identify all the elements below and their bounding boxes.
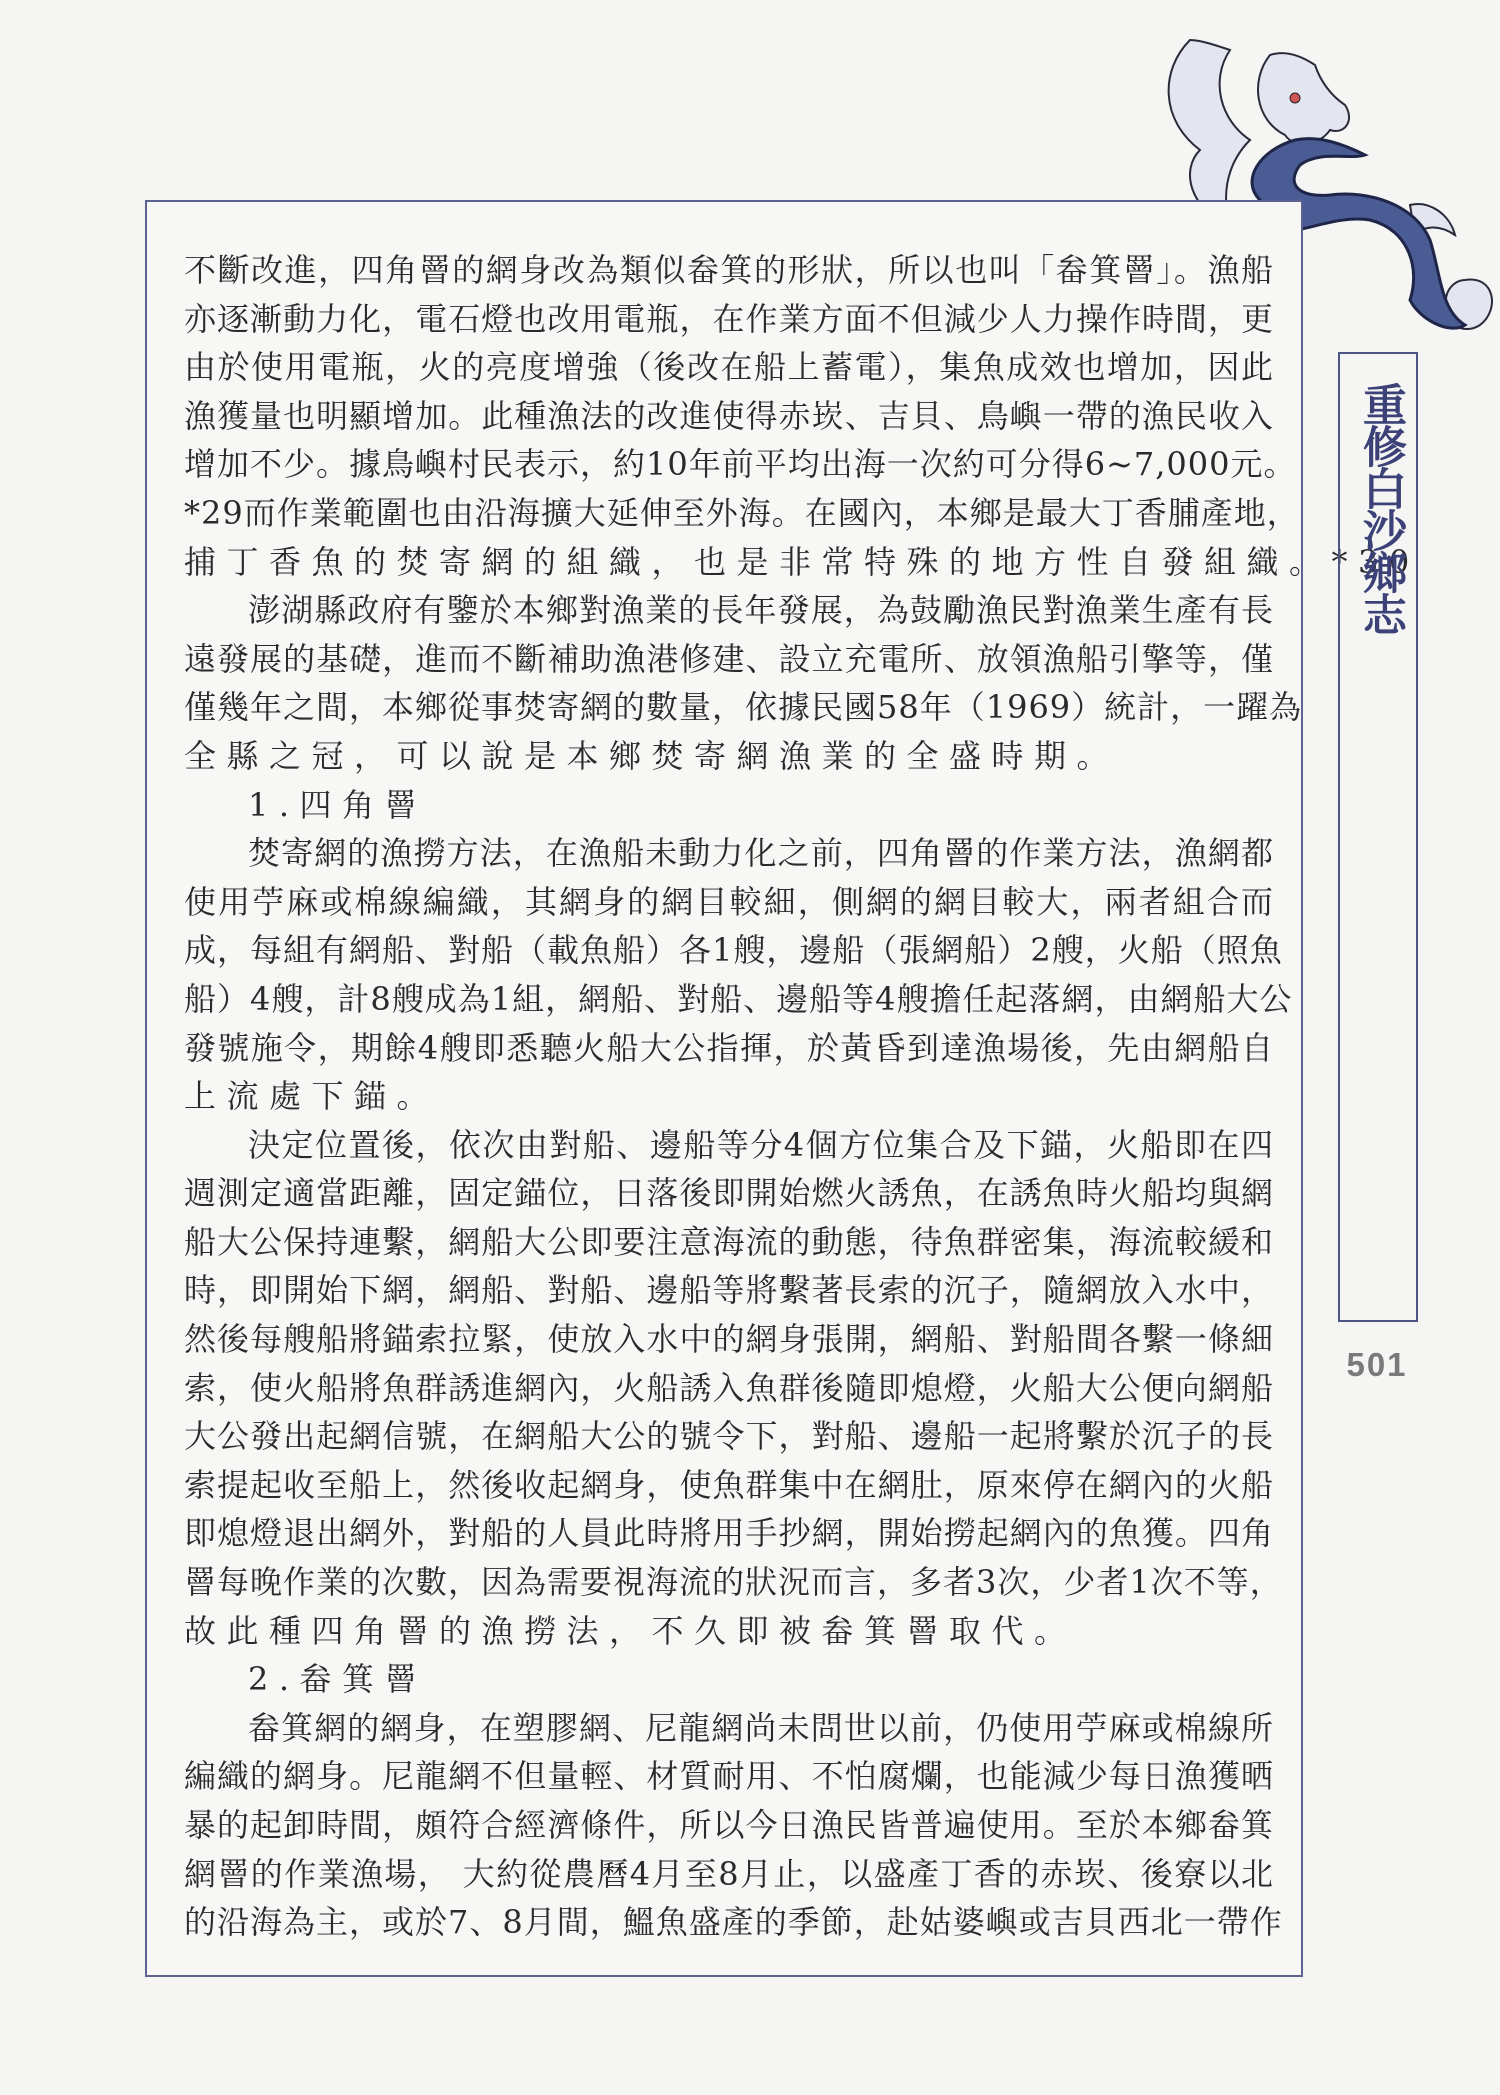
text-line: 捕丁香魚的焚寄網的組織，也是非常特殊的地方性自發組織。*30: [184, 542, 1420, 581]
text-line: 僅幾年之間，本鄉從事焚寄網的數量，依據民國58年（1969）統計，一躍為: [184, 688, 1303, 727]
text-line: 故此種四角罾的漁撈法，不久即被畚箕罾取代。: [184, 1611, 1077, 1650]
text-line: 編織的網身。尼龍網不但量輕、材質耐用、不怕腐爛，也能減少每日漁獲晒: [184, 1757, 1274, 1796]
text-line: 船大公保持連繫，網船大公即要注意海流的動態，待魚群密集，海流較緩和: [184, 1222, 1274, 1261]
text-line: 週測定適當距離，固定錨位，日落後即開始燃火誘魚，在誘魚時火船均與網: [184, 1174, 1274, 1213]
book-title-frame: [1338, 352, 1418, 1322]
text-line: 暴的起卸時間，頗符合經濟條件，所以今日漁民皆普遍使用。至於本鄉畚箕: [184, 1806, 1274, 1844]
text-line: 畚箕網的網身，在塑膠網、尼龍網尚未問世以前，仍使用苧麻或棉線所: [248, 1708, 1274, 1747]
text-line: *29而作業範圍也由沿海擴大延伸至外海。在國內，本鄉是最大丁香脯產地，: [184, 493, 1300, 532]
text-line: 澎湖縣政府有鑒於本鄉對漁業的長年發展，為鼓勵漁民對漁業生產有長: [248, 591, 1274, 630]
text-line: 遠發展的基礎，進而不斷補助漁港修建、設立充電所、放領漁船引擎等，僅: [184, 639, 1274, 678]
text-line: 成，每組有網船、對船（載魚船）各1艘，邊船（張網船）2艘，火船（照魚: [184, 931, 1283, 970]
text-line: 網罾的作業漁場， 大約從農曆4月至8月止，以盛產丁香的赤崁、後寮以北: [184, 1854, 1274, 1893]
text-line: 時，即開始下網，網船、對船、邊船等將繫著長索的沉子，隨網放入水中，: [184, 1271, 1274, 1310]
text-line: 不斷改進，四角罾的網身改為類似畚箕的形狀，所以也叫「畚箕罾」。漁船: [184, 251, 1274, 289]
text-line: 索提起收至船上，然後收起網身，使魚群集中在網肚，原來停在網內的火船: [184, 1465, 1274, 1504]
page-number: 501: [1346, 1346, 1408, 1383]
text-line: 索，使火船將魚群誘進網內，火船誘入魚群後隨即熄燈，火船大公便向網船: [184, 1368, 1274, 1407]
section-heading: 2.畚箕罾: [248, 1660, 428, 1699]
text-line: 上流處下錨。: [184, 1077, 440, 1116]
book-title: 重修白沙鄉志: [1355, 382, 1406, 634]
text-line: 亦逐漸動力化，電石燈也改用電瓶，在作業方面不但減少人力操作時間，更: [184, 299, 1274, 338]
text-line: 大公發出起網信號，在網船大公的號令下，對船、邊船一起將繫於沉子的長: [184, 1417, 1274, 1456]
section-heading: 1.四角罾: [248, 785, 428, 824]
text-line: 使用苧麻或棉線編織，其網身的網目較細，側網的網目較大，兩者組合而: [184, 882, 1274, 921]
text-line: 增加不少。據鳥嶼村民表示，約10年前平均出海一次約可分得6~7,000元。: [184, 445, 1297, 484]
text-line: 焚寄網的漁撈方法，在漁船未動力化之前，四角罾的作業方法，漁網都: [248, 834, 1274, 873]
text-line: 即熄燈退出網外，對船的人員此時將用手抄網，開始撈起網內的魚獲。四角: [184, 1514, 1274, 1553]
text-line: 然後每艘船將錨索拉緊，使放入水中的網身張開，網船、對船間各繫一條細: [184, 1320, 1274, 1359]
text-line: 漁獲量也明顯增加。此種漁法的改進使得赤崁、吉貝、鳥嶼一帶的漁民收入: [184, 396, 1274, 435]
text-line: 決定位置後，依次由對船、邊船等分4個方位集合及下錨，火船即在四: [248, 1125, 1274, 1164]
text-line: 發號施令，期餘4艘即悉聽火船大公指揮，於黃昏到達漁場後，先由網船自: [184, 1028, 1274, 1067]
text-line: 船）4艘，計8艘成為1組，網船、對船、邊船等4艘擔任起落網，由網船大公: [184, 979, 1293, 1018]
text-line: 罾每晚作業的次數，因為需要視海流的狀況而言，多者3次，少者1次不等，: [184, 1563, 1283, 1602]
text-line: 全縣之冠，可以說是本鄉焚寄網漁業的全盛時期。: [184, 736, 1120, 775]
text-line: 的沿海為主，或於7、8月間，鰮魚盛產的季節，赴姑婆嶼或吉貝西北一帶作: [184, 1903, 1283, 1942]
text-line: 由於使用電瓶，火的亮度增強（後改在船上蓄電），集魚成效也增加，因此: [184, 348, 1274, 387]
